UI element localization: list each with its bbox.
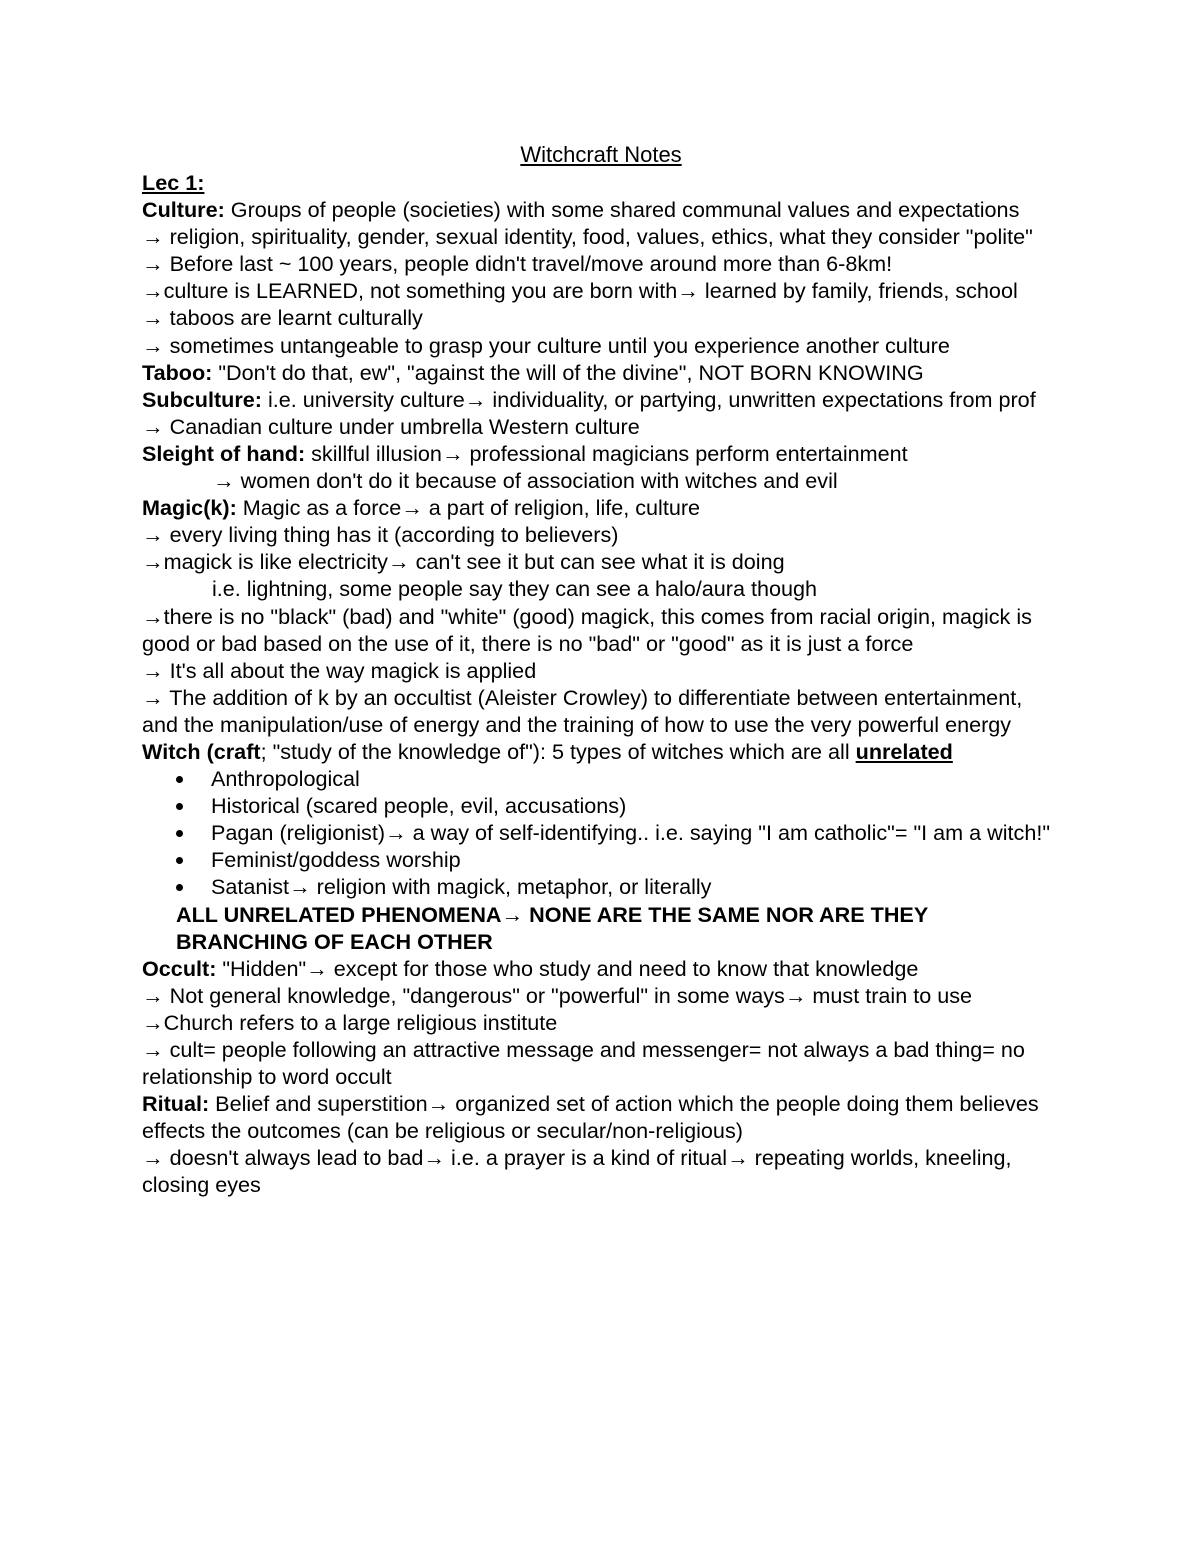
ritual-definition: Ritual: Belief and superstition→ organized set of action which the people doing them believes effects the outcomes (can be religious or secular/non-religious) (142, 1091, 1039, 1144)
arrow-icon: → (142, 413, 164, 439)
arrow-icon: → (142, 982, 164, 1008)
occult-definition: Occult: "Hidden"→ except for those who study and need to know that knowledge (142, 955, 919, 981)
arrow-icon: → (142, 278, 164, 304)
arrow-icon: → (501, 901, 524, 927)
arrow-icon: → (784, 982, 807, 1008)
magick-electricity: →magick is like electricity→ can't see it but can see what it is doing (142, 549, 785, 575)
witch-unrelated-note: ALL UNRELATED PHENOMENA→ NONE ARE THE SAME NOR ARE THEY BRANCHING OF EACH OTHER (176, 901, 928, 954)
notes-body (142, 169, 1060, 1199)
witch-types-list (142, 765, 1060, 900)
taboo-definition: Taboo: "Don't do that, ew", "against the will of the divine", NOT BORN KNOWING (142, 359, 924, 385)
arrow-icon: → (142, 603, 164, 629)
arrow-icon: → (727, 1145, 749, 1171)
arrow-icon: → (142, 332, 164, 358)
culture-untangeable: → sometimes untangeable to grasp your culture until you experience another culture (142, 332, 950, 358)
magick-black-white: →there is no "black" (bad) and "white" (good) magick, this comes from racial origin, magick is good or bad based on the use of it, there is no "bad" or "good" as it is just a force (142, 603, 1032, 656)
arrow-icon: → (289, 874, 311, 900)
culture-taboos: → taboos are learnt culturally (142, 305, 423, 331)
arrow-icon: → (401, 495, 423, 521)
arrow-icon: → (306, 955, 328, 981)
arrow-icon: → (385, 820, 407, 846)
arrow-icon: → (142, 684, 164, 710)
subculture-definition: Subculture: i.e. university culture→ individuality, or partying, unwritten expectations from prof (142, 386, 1036, 412)
magick-applied: → It's all about the way magick is applied (142, 657, 537, 683)
arrow-icon: → (213, 468, 235, 494)
sleight-women: → women don't do it because of association with witches and evil (213, 468, 838, 494)
magick-addition: → The addition of k by an occultist (Aleister Crowley) to differentiate between entertainment, and the manipulation/use of energy and the training of how to use the very powerful energy (142, 684, 1023, 737)
list-item: Feminist/goddess worship (142, 846, 1060, 873)
list-item: Anthropological (142, 765, 1060, 792)
magick-definition: Magic(k): Magic as a force→ a part of religion, life, culture (142, 495, 701, 521)
arrow-icon: → (142, 251, 164, 277)
arrow-icon: → (464, 386, 487, 412)
arrow-icon: → (423, 1145, 446, 1171)
magick-every: → every living thing has it (according to believers) (142, 522, 619, 548)
magick-lightning: i.e. lightning, some people say they can see a halo/aura though (212, 576, 818, 602)
list-item: Historical (scared people, evil, accusations) (142, 792, 1060, 819)
arrow-icon: → (142, 549, 164, 575)
arrow-icon: → (142, 1145, 164, 1171)
arrow-icon: → (427, 1091, 450, 1117)
arrow-icon: → (142, 305, 164, 331)
arrow-icon: → (441, 440, 464, 466)
list-item: Pagan (religionist)→ a way of self-identifying.. i.e. saying "I am catholic"= "I am a witch!" (142, 819, 1060, 846)
culture-point: → Before last ~ 100 years, people didn't travel/move around more than 6-8km! (142, 251, 893, 277)
list-item: Satanist→ religion with magick, metaphor, or literally (142, 873, 1060, 900)
witch-definition: Witch (craft; "study of the knowledge of"): 5 types of witches which are all unrelated (142, 738, 953, 764)
arrow-icon: → (142, 1037, 164, 1062)
occult-church: →Church refers to a large religious institute (142, 1009, 558, 1035)
culture-point: → religion, spirituality, gender, sexual identity, food, values, ethics, what they consider "polite" (142, 224, 1033, 250)
document-title: Witchcraft Notes (520, 142, 682, 167)
occult-general: → Not general knowledge, "dangerous" or "powerful" in some ways→ must train to use (142, 982, 973, 1008)
culture-definition: Culture: Groups of people (societies) with some shared communal values and expectations (142, 197, 1020, 223)
arrow-icon: → (677, 278, 699, 304)
lecture-heading: Lec 1: (142, 170, 205, 195)
culture-learned: →culture is LEARNED, not something you are born with→ learned by family, friends, school (142, 278, 1018, 304)
arrow-icon: → (142, 522, 164, 548)
ritual-bad: → doesn't always lead to bad→ i.e. a prayer is a kind of ritual→ repeating worlds, kneeling, closing eyes (142, 1145, 1012, 1198)
arrow-icon: → (142, 1009, 164, 1035)
subculture-canadian: → Canadian culture under umbrella Western culture (142, 413, 640, 439)
arrow-icon: → (387, 549, 410, 575)
sleight-definition: Sleight of hand: skillful illusion→ professional magicians perform entertainment (142, 440, 908, 466)
occult-cult: → cult= people following an attractive message and messenger= not always a bad thing= no relationship to word occult (142, 1037, 1025, 1090)
arrow-icon: → (142, 224, 164, 250)
arrow-icon: → (142, 657, 164, 683)
